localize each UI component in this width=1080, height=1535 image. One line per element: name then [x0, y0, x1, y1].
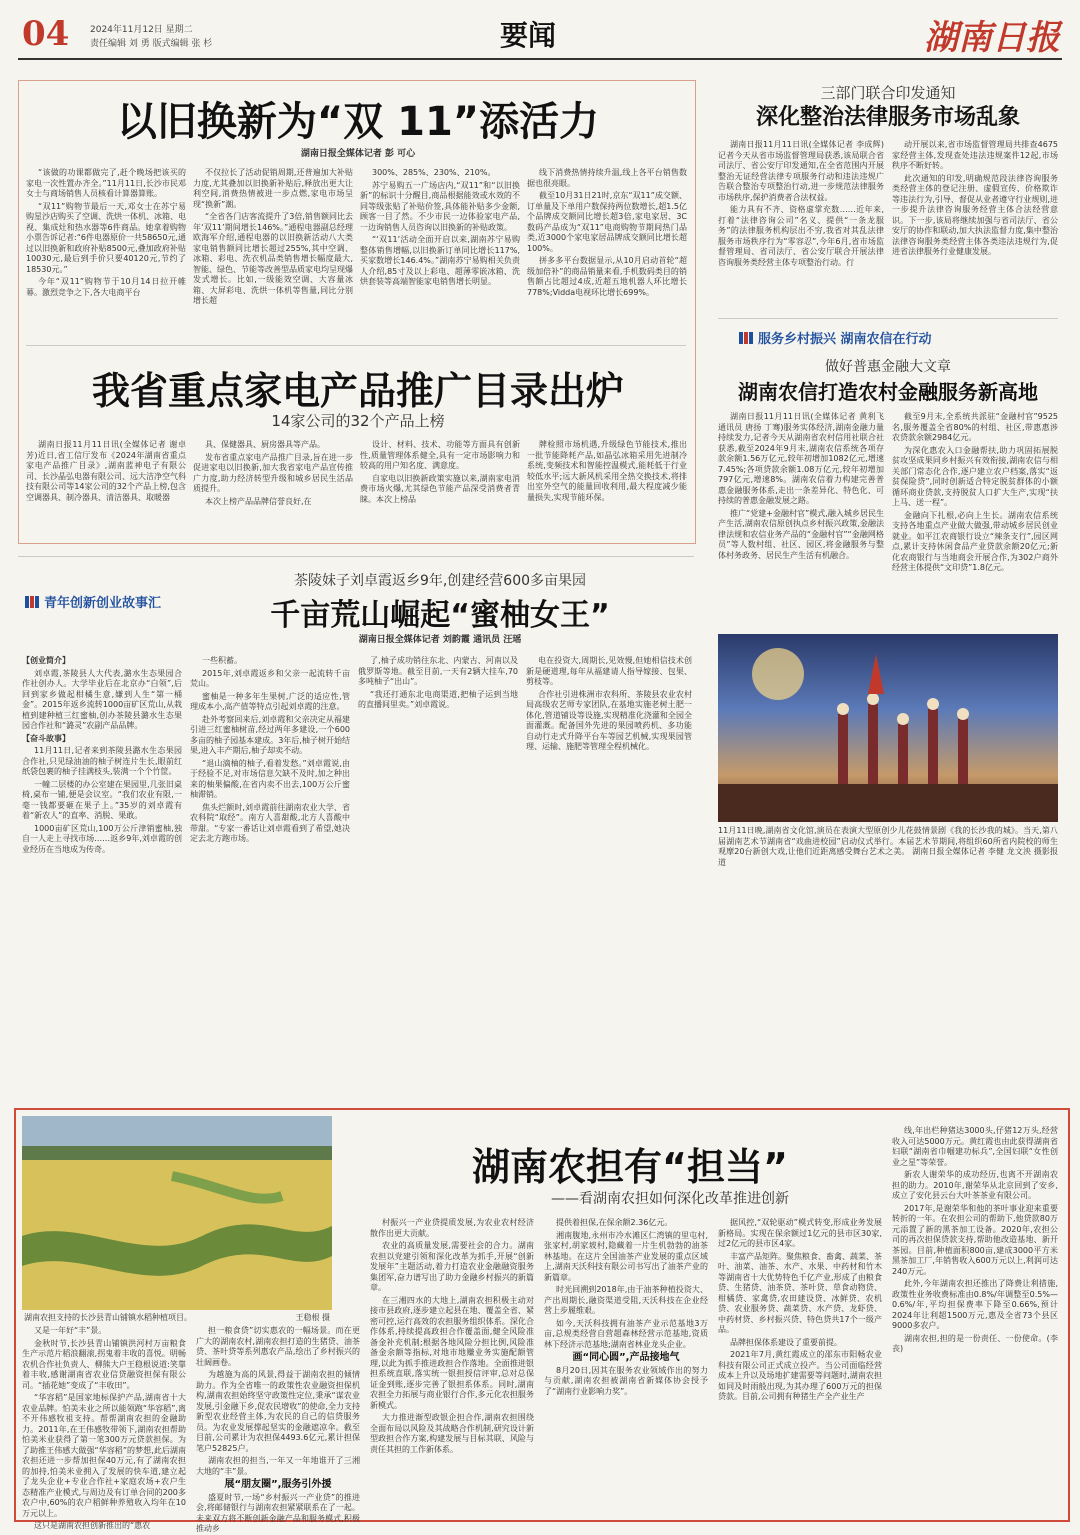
pomelo-col-3: 了,柚子成功销往东北、内蒙古、河南以及俄罗斯等地。截至目前,一天有2辆大挂车,70多吨柚子“出山”。 “我还打通东北电商渠道,把柚子运到当地的直播间里卖。”刘卓霞说。: [358, 656, 518, 709]
section-flag-rural-text: 服务乡村振兴 湖南农信在行动: [758, 332, 932, 347]
stage-photo: [718, 634, 1058, 822]
appliance-col-1: 湖南日报11月11日讯(全媒体记者 谢卓芳)近日,省工信厅发布《2024年湖南省重点家电产品推广目录》,湖南蓝神电子有限公司、长沙晶弘电器有限公司、远大洁净空气科技有限公司等14家公司的32个产品上榜,包含空调器具、制冷器具、清洁器具、取暖器: [26, 440, 186, 502]
appliance-col-4: 牌检照市场机遇,升级绿色节能技术,推出一批节能降耗产品,如晶弘冰箱采用先进制冷系统,变频技术和智能控温模式,能耗低于行业较低水平;远大新风机采用全热交换技术,将排出室外空气的能量回收利用,最大程度减少能量损失,实现节能环保。: [527, 440, 687, 502]
stage-photo-art: [718, 634, 1058, 822]
legal-col-1: 湖南日报11月11日讯(全媒体记者 李成辉)记者今天从省市场监督管理局获悉,该局联合省司法厅、省公安厅印发通知,在全省范围内开展整治无证经营法律专项服务行动和违法违规广告联合整治专项整治行动,进一步规范法律服务市场秩序,保护消费者合法权益。 能力具有不齐、资格虚掌充数……近年来,打着“法律咨询公司”名义、提供“一条龙服务”的法律服务机构层出不穷,我省对其乱法律服务市场秩序行为“零容忍”,今年6月,省市场监督管理局、省司法厅、省公安厅联合开展法律咨询服务类经营主体专项整治行动。行: [718, 140, 884, 267]
article-title-credit: 湖南农信打造农村金融服务新高地: [738, 380, 1038, 404]
article-byline-pomelo: 湖南日报全媒体记者 刘韵霞 通讯员 汪瑶: [358, 635, 522, 645]
guarantee-col-1: 又是一年好“丰”景。 金秋时节,长沙县青山铺镇洪河村万亩粮食生产示范片稻浪翻滚,拐鬼着丰收的喜悦。明畅农机合作社负责人、柳熊大户王稳根说道:笑靠着丰收,感谢湖南省农业信贷融资担保有限公司。“插花她”变成了“丰收田”。 “华容稻”是国家地标保护产品,湖南省十大农业品牌。怕美未业之所以能领跑“华容稻”,离不开伟感牧祖支持。帮帮湖南农担的金融助力。2011年,在王伟感牧带领下,湖南农担帮助怕美米业获得了第一笔300万元贷款担保。为了助推王伟感大做强“华容稻”的梦想,此后湖南农担还进一步帮加担保40万元,有了湖南农担的加持,怕美米业拥入了发展的快车道,建立起了龙头企业+专业合作社+家庭农场+农户生态精准产业模式,与周边及有订单合同的200多农户中,60%的农户稻鲜种养殖收入均年在10万元以上。 这只是湖南农担创新推出的“惠农: [22, 1326, 186, 1530]
article-title-legal: 深化整治法律服务市场乱象: [755, 105, 1020, 130]
article-kicker-pomelo: 茶陵妹子刘卓霞返乡9年,创建经营600多亩果园: [293, 573, 587, 589]
article-kicker-legal: 三部门联合印发通知: [820, 84, 956, 102]
credit-col-1: 湖南日报11月11日讯(全媒体记者 黄利飞 通讯员 唐扬 丁骞)服务实体经济,湖南金融力量持续发力,记者今天从湖南省农村信用社联合社获悉,截至2024年9月末,湖南农信系统各项存款余额1.56万亿元,较年初增加1082亿元,增速7.45%;各项贷款余额1.08万亿元,较年初增加797亿元,增速8%。湖南农信着力构建完善普惠金融服务体系,走出一条差异化、特色化、可持续的普惠金融发展之路。 推广“党建+金融村官”模式,融入城乡居民生产生活,湖南农信原创执点乡村振兴政策,金融法律法规和农信业务产品的“金融村官”“金融网格员”等人数村组、社区、园区,将金融服务与整体村务政务、居民生产生活有机融合。: [718, 412, 884, 560]
article-title-appliance: 我省重点家电产品推广目录出炉: [91, 369, 624, 413]
rice-photo-caption: 湖南农担支持的长沙县青山铺镇水稻种植项目。: [24, 1313, 192, 1322]
section-title: 要闻: [500, 19, 557, 52]
rice-photo-credit: 王稳根 摄: [295, 1313, 330, 1322]
stage-photo-caption: 11月11日晚,湖南省文化馆,演员在表演大型原创少儿花鼓情景剧《我的长沙我的城》。当天,第八届湖南艺术节湖南省“戏曲进校园”启动仪式举行。本届艺术节期间,将组织60所省内院校的师生观摩20台新创大戏,让他们近距离感受舞台艺术之美。 湖南日报全媒体记者 李健 龙文泱 摄影报道: [718, 826, 1058, 867]
subheading-partners: 展“朋友圈”,服务引外援: [224, 1479, 332, 1490]
trade-in-col-4: 线下消费热情持续升温,线上各平台销售数据也很亮眼。 截至10月31日21时,京东“双11”成交额、订单量及下单用户数保持两位数增长,超1.5亿个品牌成交额同比增长超3倍,家电家居、3C数码产品成为“双11”电商购物节期间热门品类,近3000个家电家居品牌成交额同比增长超100%。 拼多多平台数据显示,从10月启动首轮“超级加倍补”的商品销量来看,手机数码类目的销售额占比超过4成,近超五地机器人环比增长778%;Vidda电视环比增长699%。: [527, 168, 687, 297]
rule-art4: [718, 318, 1058, 319]
appliance-col-3: 设计、材料、技术、功能等方面具有创新性,质量管理体系健全,具有一定市场影响力和较高的用户知名度、满意度。 自家电以旧换新政策实施以来,湖南家电消费市场火爆,尤其绿色节能产品深受消费者青睐。本次上榜品: [360, 440, 520, 504]
article-title-pomelo: 千亩荒山崛起“蜜柚女王”: [270, 598, 610, 633]
article-kicker-credit: 做好普惠金融大文章: [825, 359, 951, 375]
rule-art2: [26, 345, 686, 346]
trade-in-col-2: 不仅拉长了活动促销周期,还普遍加大补贴力度,尤其叠加以旧换新补贴后,释放出更大让利空间,消费热情被进一步点燃,家电市场呈现“换新”潮。 “全省各门店客流提升了3倍,销售额同比去年‘双11’期间增长146%。”通程电器副总经理欧海军介绍,通程电器的以旧换新活动八大类家电销售额同比增长超过255%,其中空调、冰箱、彩电、洗衣机品类销售增长幅度最大,智能、绿色、节能等改善型品质家电均呈现爆发式增长。比如,一级能效空调、大容量冰箱、大屏彩电、洗烘一体机等售量,同比分别增长超: [193, 168, 353, 305]
trade-in-col-1: “该做的功课都做完了,赶个晚场把该买的家电一次性置办齐全。”11月11日,长沙市民邓女士与商场销售人员核看计算器算账。 “双11”购物节最后一天,邓女士在苏宁易购星沙店购买了空调、洗烘一体机、冰箱、电视、集成灶和热水器等6件商品。她拿着购物小票告诉记者:“6件电器原价一共58650元,通过以旧换新和政府补贴8500元,叠加政府补贴10030元,最后到手价只要40120元,节约了18530元。” 今年“双11”购物节于10月14日拉开帷幕。激烈竞争之下,各大电商平台: [26, 168, 186, 297]
guarantee-col-5: 据风控,“双轮驱动”模式转变,形成业务发展新格局。实现在保余额过1亿元的县市区30家,过2亿元的县市区4家。 丰富产品矩阵。聚焦粮食、畜禽、蔬菜、茶叶、油菜、油茶、水产、水果、中药材和竹木等湖南省十大优势特色千亿产业,形成了由粮食贷、生猪贷、油茶贷、茶叶贷、草食动物贷、柑橘贷、家禽贷,农田建设贷、冰鲜贷、农机贷、农业服务贷、蔬菜贷、水产贷、龙虾贷、中药材贷、乡村振兴贷、特色贷共17个一级产品。 品牌担保体系建设了重要前提。 2021年7月,黄红霞成立的邵东市阳畅农业科技有限公司正式成立投产。当公司面临经营成本上升以及场地扩建需要等问题时,湖南农担如同及时雨般出现,为其办理了600万元的担保贷款。目前,公司拥有种猪生产全产业生产: [718, 1218, 882, 1401]
article-title-guarantee: 湖南农担有“担当”: [472, 1145, 788, 1189]
paper-logo: 湖南日报: [924, 18, 1060, 58]
date-line: 2024年11月12日 星期二: [90, 25, 193, 35]
rule-art5: [18, 556, 694, 557]
pomelo-col-1: 【创业简介】 刘卓霞,茶陵县人大代表,潞水生态果园合作社创办人。大学毕业后在北京办“白领”,后回到家乡做起柑橘生意,嫌到人生“第一桶金”。2015年返乡流转1000亩矿区荒山,从栽植到建种植三红蜜柚,创办茶陵县潞水生态果园合作社和“潞灵”农副产品品牌。 【奋斗故事】 11月11日,记者来到茶陵县潞水生态果园合作社,只见绿油油的柚子树连片生长,眼前红纸袋包裹的柚子挂满枝头,装满一个个竹筐。 一幢二层楼的办公室建在果园里,几张旧桌椅,桌布一铺,便是会议室。“我们农业有限,一毫一钱都要砸在果子上。”35岁的刘卓霞有着“新农人”的直率、消脱、果敢。 1000亩矿区荒山,100万公斤津销蜜柚,独自一人走上寻找市场……返乡9年,刘卓霞的创业经历在当地成为传奇。: [22, 656, 182, 854]
article-subtitle-guarantee: ——看湖南农担如何深化改革推进创新: [551, 1191, 789, 1207]
guarantee-col-2: 担一粮食贷”切实惠农的一幅场景。而在更广大的湖南农村,湖南农担打造的生猪贷、油茶贷、茶叶贷等系列惠农产品,绘出了乡村振兴的壮阔画卷。 为越施为高的风景,得益于湖南农担的倾情助力。作为全省唯一的政策性农业融资担保机构,湖南农担始终坚守政策性定位,秉承“谋农业发展,引金融下乡,促农民增收”的使命,全力支持新型农业经营主体,为农民的自己的信贷服务员。为农业发展撑起坚实的金融遮凉伞。截至目前,公司累计为农担保4493.6亿元,累计担保笔户52825户。 湖南农担的担当,一年又一年地谁开了三湘大地的“丰”景。 展“朋友圈”,服务引外援 盛夏时节,一场“乡村振兴一产业贷”的推进会,将邮储银行与湖南农担紧紧联系在了一起。未来双方将不断创新金融产品和服务模式,积极推动乡: [196, 1326, 360, 1533]
pomelo-col-4: 电在投资大,周期长,见效慢,但她相信技术创新是硬道理,每年从福建请人指导嫁接、包果、剪枝等。 合作社引进株洲市农科所、茶陵县农业农村局高级农艺师专家团队,在基地实施老树土肥一体化,管道铺设等设施,实现精准化浇灌和全园全面灌溉。配备国外先进的果园喷药机、多功能自动行走式升降平台车等园艺机械,实现果园管理、运输、施肥等管理全程机械化。: [526, 656, 692, 751]
credit-col-2: 截至9月末,全系统共派驻“金融村官”9525名,服务覆盖全省80%的村组、社区,带惠惠涉农贷款余额2984亿元。 为深化惠农入口金融帮扶,助力巩固拓展脱贫攻坚成果同乡村振兴有效衔接,湖南农信与相关部门常态化合作,逐户建立农户档案,落实“返贫保险贷”,同时创新适合特定脱贫群体的小额循环商业贷款,支持脱贫人口扩大生产,实现“扶上马、送一程”。 金融向下扎根,必向上生长。湖南农信系统支持各地重点产业做大做强,带动城乡居民创业就业。如平江农商银行设立“辣条支行”,园区网点,累计支持休闲食品产业贷款余额20亿元;新化农商银行与当地商会开展合作,为302户商外经营主体提供“文印贷”1.8亿元。: [892, 412, 1058, 572]
page-header: [0, 0, 1080, 62]
guarantee-col-4: 提供着担保,在保余额2.36亿元。 湘南腹地,永州市冷水滩区仁湾镇的里屯村,张家村,胡家坡村,隐藏着一片生机勃勃的油茶林基地。在这片全国油茶产业发展的重点区域上,湖南天沃科技有限公司书写出了油茶产业的新篇章。 时光回溯到2018年,由于油茶种植投资大、产出周期长,融资渠道受阻,天沃科技在企业经营上步履维艰。 如今,天沃科技拥有油茶产业示范基地3万亩,总规类经营自营超森林经营示范基地,资质林下经济示范基地;湖南省林业龙头企业。 画“同心圆”,产品接地气 8月20日,因其在服务农业领域作出的努力与贡献,湖南农担被湖南省新媒体协会授予了“湖南行业影响力奖”。: [544, 1218, 708, 1396]
section-flag-youth-text: 青年创新创业故事汇: [44, 596, 162, 611]
rice-field-art: [22, 1116, 332, 1310]
article-subtitle-appliance: 14家公司的32个产品上榜: [271, 412, 445, 430]
subheading-products: 画“同心圆”,产品接地气: [572, 1352, 680, 1363]
header-rule: [18, 58, 1062, 60]
page-number: 04: [22, 14, 70, 54]
legal-col-2: 动开展以来,省市场监督管理局共排查4675家经营主体,发现查处违法违规案件12起,市场秩序不断好转。 此次通知的印发,明确规范段法律咨询服务类经营主体的登记注册、虚假宣传、价格欺诈等违法行为,引导、督促从业者遵守行业规则,进一步提升法律咨询服务经营主体合法经营意识。下一步,该局将继续加强与省司法厅、省公安厅的协作和联动,加大执法监督力度,集中整治法律咨询服务类经营主体各类违法违规行为,促进省法律服务行业健康发展。: [892, 140, 1058, 256]
flag-icon: [738, 330, 754, 346]
appliance-col-2: 具、保健器具、厨房器具等产品。 发布省重点家电产品推广目录,旨在进一步促进家电以旧换新,加大我省家电产品宣传推广力度,助力经济转型升级和城乡居民生活品质提升。 本次上榜产品品牌信誉良好,在: [193, 440, 353, 506]
rice-field-photo: [22, 1116, 332, 1310]
pomelo-col-2: 一些积蓄。 2015年,刘卓霞返乡和父亲一起流转千亩荒山。 蜜柚是一种多年生果树,广泛的适应性,管理成本小,高产值等特点引起刘卓霞的注意。 赴外考察回来后,刘卓霞和父亲决定从福建引进三红蜜柚树苗,经过两年多建设,一个600多亩的柚子园基本建成。3年后,柚子树开始结果,进入丰产期后,柚子却卖不动。 “退山滴柚的柚子,看着发愁。”刘卓霞说,由于经验不足,对市场信息欠缺不及时,加之种出来的柚果偏酸,在省内卖不出去,100万公斤蜜柚滞销。 焦头烂额时,刘卓霞前往湖南农业大学、省农科院“取经”。南方人喜甜酸,北方人喜酸中带甜。“专家一番话让刘卓霞看到了希望,她决定去北方跑市场。: [190, 656, 350, 843]
guarantee-col-3: 村振兴一产业贷提质发展,为农业农村经济散作出更大贡献。 农业的高质量发展,需要社会的合力。湖南农担以党建引领和深化改革为抓手,开展“创新发展年”主题活动,着力打造农业金融融资服务集团军,奋力谱写出了助力金融乡村振兴的新篇章。 在三湘四水的大地上,湖南农担积极主动对接市县政府,逐步建立起县在地、覆盖全省、紧密可控,运行高效的农担服务组织体系。深化合作体系,持续提高政担合作覆盖面,健全风险准备金补充机制;根据各地风险分担比例,风险准备金余额等指标,对地市地赚业务实施配额管理,以此为抓手推进政担合作落地。全面推进银担系统直联,落实统一银担授信评审,总对总保证金到账,逐步完善了银担系体系。同时,湖南农担全力拓展与商业银行合作,多元化农担服务新模式。 大力推进渐型政银企担合作,湖南农担围绕全面布局以风险及其战略合作机制,研究设计新型政担合作方案,构建发展与目标其联、风险与责任其担的工作新体系。: [370, 1218, 534, 1454]
flag-icon: [24, 594, 40, 610]
guarantee-col-6: 线,年出栏种猪达3000头,仔猪12万头,经营收入可达5000万元。黄红霞也由此获得湖南省妇联“湖南省巾帼建功标兵”,全国妇联“女性创业之星”等荣誉。 新农人谢荣华的成功经历,也离不开湖南农担的助力。2010年,谢荣华从北京回到了安乡,成立了安化县云台大叶茶茶业有限公司。 2017年,是谢荣华和他的茶叶事业迎来重要转折的一年。在农担公司的帮助下,他贷款80万元添置了新的黑茶加工设备。2020年,农担公司的再次担保贷款支持,帮助他改造基地、新开茶园。目前,种植面积800亩,建成3000平方米黑茶加工厂,年销售收入600万元以上,利润可达240万元。 此外,今年湖南农担还推出了降费让利措施,政策性业务收费标准由0.8%/年调整至0.5%—0.6%/年,平均担保费率下降至0.66%,预计2024年让利超1500万元,惠及全省73个县区9000多农户。 湖南农担,担的是一份责任、一份使命。(李 丧): [892, 1126, 1058, 1353]
editor-line: 责任编辑 刘 勇 版式编辑 张 杉: [90, 39, 213, 49]
trade-in-col-3: 300%、285%、230%、210%。 苏宁易购五一广场店内,“双11”和“以旧换新”的标识十分醒目,商品根据能效或水效的不同等级张贴了补贴价签,具体能补贴多少金额,顾客一目了然。不少市民一边体验家电产品,一边询销售人员咨询以旧换新的补贴政策。 “‘双11’活动全面开启以来,湖南苏宁易购整体销售增幅,以旧换新订单同比增长117%,买家数增长146.4%。”湖南苏宁易购相关负责人介绍,85寸及以上彩电、超薄零嵌冰箱、洗烘套装等高端智能家电销售增长明显。: [360, 168, 520, 286]
article-byline-trade-in: 湖南日报全媒体记者 彭 可心: [300, 149, 416, 159]
article-title-trade-in: 以旧换新为“双 11”添活力: [116, 99, 600, 145]
section-flag-rural: [738, 328, 932, 347]
section-flag-youth: [24, 592, 161, 611]
